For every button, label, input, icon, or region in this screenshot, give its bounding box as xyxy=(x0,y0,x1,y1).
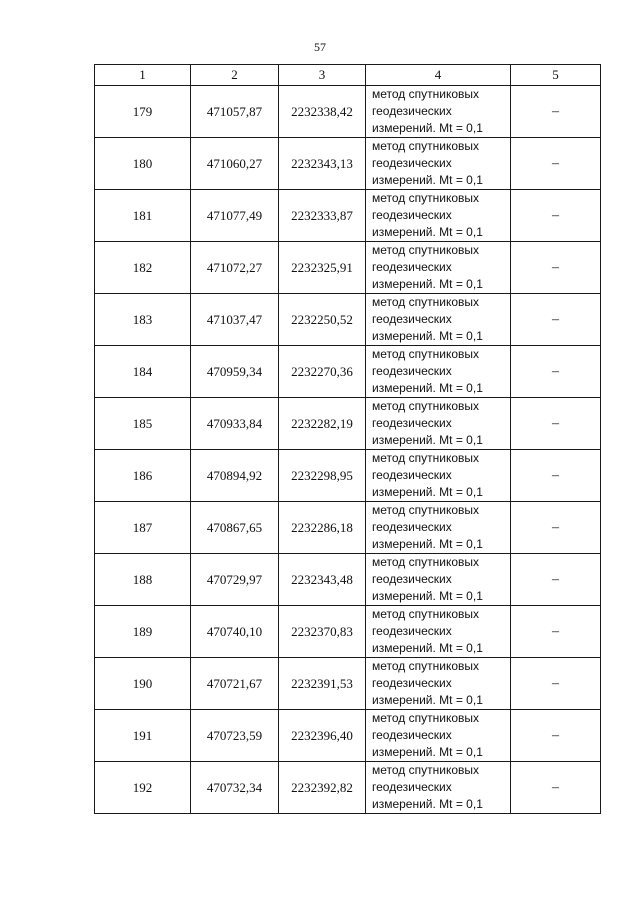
method-cell xyxy=(366,606,511,658)
method-line: геодезических xyxy=(372,208,452,222)
y-coordinate-cell: 2232370,83 xyxy=(279,606,366,658)
y-coordinate-cell: 2232338,42 xyxy=(279,86,366,138)
header-col-5: 5 xyxy=(511,65,601,86)
method-line: измерений. Mt = 0,1 xyxy=(372,225,483,239)
method-line: метод спутниковых xyxy=(372,87,480,101)
x-coordinate-cell: 470723,59 xyxy=(191,710,279,762)
y-coordinate-cell: 2232396,40 xyxy=(279,710,366,762)
method-line: измерений. Mt = 0,1 xyxy=(372,381,483,395)
x-coordinate-cell: 470959,34 xyxy=(191,346,279,398)
point-number-cell: 183 xyxy=(95,294,191,346)
x-coordinate-cell: 471057,87 xyxy=(191,86,279,138)
note-cell: – xyxy=(511,138,601,190)
method-line: геодезических xyxy=(372,156,452,170)
y-coordinate-cell: 2232298,95 xyxy=(279,450,366,502)
method-line: измерений. Mt = 0,1 xyxy=(372,329,483,343)
y-coordinate-cell: 2232270,36 xyxy=(279,346,366,398)
point-number-cell: 180 xyxy=(95,138,191,190)
method-line: метод спутниковых xyxy=(372,451,480,465)
table-row xyxy=(95,86,601,138)
method-line: метод спутниковых xyxy=(372,503,480,517)
x-coordinate-cell: 470732,34 xyxy=(191,762,279,814)
x-coordinate-cell: 470729,97 xyxy=(191,554,279,606)
note-cell: – xyxy=(511,346,601,398)
method-cell xyxy=(366,398,511,450)
point-number-cell: 191 xyxy=(95,710,191,762)
x-coordinate-cell: 470867,65 xyxy=(191,502,279,554)
y-coordinate-cell: 2232333,87 xyxy=(279,190,366,242)
method-cell xyxy=(366,138,511,190)
method-line: метод спутниковых xyxy=(372,555,480,569)
method-line: метод спутниковых xyxy=(372,607,480,621)
method-cell xyxy=(366,450,511,502)
y-coordinate-cell: 2232286,18 xyxy=(279,502,366,554)
method-cell xyxy=(366,294,511,346)
point-number-cell: 190 xyxy=(95,658,191,710)
method-line: геодезических xyxy=(372,312,452,326)
point-number-cell: 192 xyxy=(95,762,191,814)
y-coordinate-cell: 2232250,52 xyxy=(279,294,366,346)
method-line: геодезических xyxy=(372,468,452,482)
header-col-2: 2 xyxy=(191,65,279,86)
method-line: геодезических xyxy=(372,260,452,274)
note-cell: – xyxy=(511,606,601,658)
method-line: метод спутниковых xyxy=(372,347,480,361)
method-line: измерений. Mt = 0,1 xyxy=(372,537,483,551)
method-line: геодезических xyxy=(372,520,452,534)
method-line: измерений. Mt = 0,1 xyxy=(372,641,483,655)
table-row xyxy=(95,658,601,710)
method-cell xyxy=(366,554,511,606)
method-line: метод спутниковых xyxy=(372,659,480,673)
note-cell: – xyxy=(511,242,601,294)
x-coordinate-cell: 471037,47 xyxy=(191,294,279,346)
method-line: геодезических xyxy=(372,364,452,378)
method-line: геодезических xyxy=(372,676,452,690)
x-coordinate-cell: 471060,27 xyxy=(191,138,279,190)
table-row xyxy=(95,554,601,606)
point-number-cell: 179 xyxy=(95,86,191,138)
point-number-cell: 186 xyxy=(95,450,191,502)
y-coordinate-cell: 2232325,91 xyxy=(279,242,366,294)
method-line: геодезических xyxy=(372,572,452,586)
note-cell: – xyxy=(511,502,601,554)
method-line: измерений. Mt = 0,1 xyxy=(372,433,483,447)
method-line: геодезических xyxy=(372,104,452,118)
table-row xyxy=(95,242,601,294)
method-line: измерений. Mt = 0,1 xyxy=(372,485,483,499)
y-coordinate-cell: 2232392,82 xyxy=(279,762,366,814)
y-coordinate-cell: 2232343,48 xyxy=(279,554,366,606)
note-cell: – xyxy=(511,294,601,346)
y-coordinate-cell: 2232282,19 xyxy=(279,398,366,450)
note-cell: – xyxy=(511,658,601,710)
table-row xyxy=(95,398,601,450)
point-number-cell: 184 xyxy=(95,346,191,398)
point-number-cell: 188 xyxy=(95,554,191,606)
header-col-4: 4 xyxy=(366,65,511,86)
point-number-cell: 182 xyxy=(95,242,191,294)
method-cell xyxy=(366,86,511,138)
table-row xyxy=(95,294,601,346)
table-row xyxy=(95,346,601,398)
method-line: метод спутниковых xyxy=(372,711,480,725)
method-line: измерений. Mt = 0,1 xyxy=(372,277,483,291)
table-row xyxy=(95,190,601,242)
table-row xyxy=(95,138,601,190)
method-cell xyxy=(366,762,511,814)
x-coordinate-cell: 471077,49 xyxy=(191,190,279,242)
method-cell xyxy=(366,190,511,242)
note-cell: – xyxy=(511,710,601,762)
note-cell: – xyxy=(511,554,601,606)
table-row xyxy=(95,710,601,762)
note-cell: – xyxy=(511,398,601,450)
table-row xyxy=(95,502,601,554)
table-row xyxy=(95,606,601,658)
method-line: геодезических xyxy=(372,728,452,742)
method-line: измерений. Mt = 0,1 xyxy=(372,173,483,187)
point-number-cell: 187 xyxy=(95,502,191,554)
method-cell xyxy=(366,242,511,294)
method-line: метод спутниковых xyxy=(372,191,480,205)
coordinates-table xyxy=(94,64,601,814)
y-coordinate-cell: 2232391,53 xyxy=(279,658,366,710)
method-line: метод спутниковых xyxy=(372,243,480,257)
page-number: 57 xyxy=(314,40,326,54)
method-line: метод спутниковых xyxy=(372,295,480,309)
method-line: измерений. Mt = 0,1 xyxy=(372,693,483,707)
method-cell xyxy=(366,710,511,762)
note-cell: – xyxy=(511,762,601,814)
method-line: геодезических xyxy=(372,416,452,430)
table-row xyxy=(95,450,601,502)
x-coordinate-cell: 470894,92 xyxy=(191,450,279,502)
method-line: метод спутниковых xyxy=(372,139,480,153)
method-cell xyxy=(366,658,511,710)
table-header-row xyxy=(95,65,601,86)
x-coordinate-cell: 470933,84 xyxy=(191,398,279,450)
y-coordinate-cell: 2232343,13 xyxy=(279,138,366,190)
header-col-3: 3 xyxy=(279,65,366,86)
method-cell xyxy=(366,502,511,554)
note-cell: – xyxy=(511,190,601,242)
point-number-cell: 181 xyxy=(95,190,191,242)
method-line: геодезических xyxy=(372,780,452,794)
x-coordinate-cell: 471072,27 xyxy=(191,242,279,294)
x-coordinate-cell: 470721,67 xyxy=(191,658,279,710)
method-line: измерений. Mt = 0,1 xyxy=(372,797,483,811)
x-coordinate-cell: 470740,10 xyxy=(191,606,279,658)
point-number-cell: 189 xyxy=(95,606,191,658)
point-number-cell: 185 xyxy=(95,398,191,450)
method-line: метод спутниковых xyxy=(372,763,480,777)
method-line: метод спутниковых xyxy=(372,399,480,413)
table-row xyxy=(95,762,601,814)
method-line: измерений. Mt = 0,1 xyxy=(372,745,483,759)
header-col-1: 1 xyxy=(95,65,191,86)
note-cell: – xyxy=(511,450,601,502)
method-cell xyxy=(366,346,511,398)
method-line: измерений. Mt = 0,1 xyxy=(372,589,483,603)
note-cell: – xyxy=(511,86,601,138)
method-line: измерений. Mt = 0,1 xyxy=(372,121,483,135)
method-line: геодезических xyxy=(372,624,452,638)
